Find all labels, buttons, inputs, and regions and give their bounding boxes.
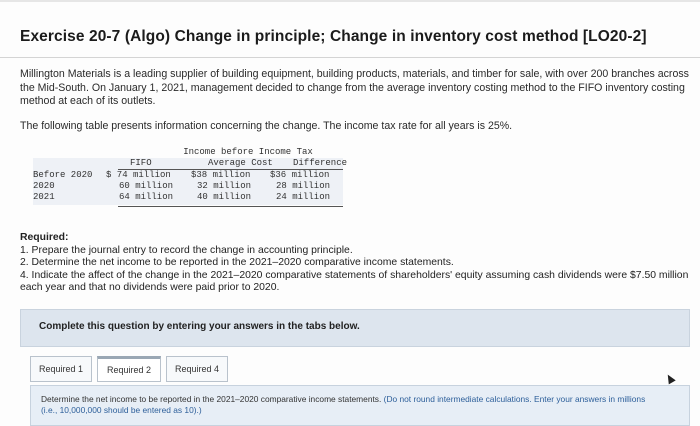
row-label: 2020 [33, 181, 55, 191]
table-header-row [118, 158, 348, 170]
required-heading: Required: [20, 232, 69, 243]
tax-rate-statement: The following table presents information concerning the change. The income tax rate for all years is 25%. [20, 120, 513, 132]
required-item-1: 1. Prepare the journal entry to record the change in accounting principle. [20, 244, 353, 256]
cell-fifo: 60 million [119, 181, 174, 191]
tab-panel-required-2 [30, 385, 690, 426]
row-label: Before 2020 [33, 170, 93, 180]
table-row [33, 192, 343, 203]
instructions-text: Complete this question by entering your answers in the tabs below. [39, 321, 360, 332]
exercise-intro: Millington Materials is a leading supplier of building equipment, building products, materials, and timber for sale, with over 200 branches across the Mid-South. On January 1, 2021, management decided to change from the average inventory costing method to the FIFO inventory costing method at each of its outlets. [20, 68, 689, 107]
cell-fifo: 64 million [119, 192, 174, 202]
panel-instructions [41, 394, 661, 415]
cell-fifo: $ 74 million [106, 170, 171, 180]
required-item-4: 4. Indicate the affect of the change in the 2021–2020 comparative statements of shareholders' equity assuming cash dividends were $7.50 million each year and that no dividends were paid prior to 2020. [20, 269, 689, 294]
cell-difference: 28 million [276, 181, 331, 191]
table-row [33, 170, 343, 181]
column-header-average-cost: Average Cost [208, 158, 273, 168]
cell-difference: $36 million [270, 170, 330, 180]
tab-required-1[interactable]: Required 1 [30, 356, 92, 382]
cell-average-cost: 32 million [197, 181, 252, 191]
instructions-bar [20, 309, 690, 347]
required-section [20, 232, 695, 295]
cell-difference: 24 million [276, 192, 331, 202]
income-table [33, 147, 348, 207]
table-row [33, 181, 343, 192]
mouse-cursor-icon [664, 373, 675, 385]
cell-average-cost: $38 million [191, 170, 251, 180]
cell-average-cost: 40 million [197, 192, 252, 202]
column-header-difference: Difference [293, 158, 348, 168]
tab-required-2[interactable]: Required 2 [97, 356, 161, 382]
tab-required-4[interactable]: Required 4 [166, 356, 228, 382]
column-header-fifo: FIFO [130, 158, 152, 168]
panel-message: Determine the net income to be reported in the 2021–2020 comparative income statements. [41, 394, 382, 404]
title-divider [0, 57, 700, 58]
table-bottom-rule [118, 203, 343, 207]
row-label: 2021 [33, 192, 55, 202]
panel-note: (Do not round intermediate calculations. Enter your answers in millions (i.e., 10,000,000 should be entered as 10).) [41, 394, 646, 415]
required-item-2: 2. Determine the net income to be reported in the 2021–2020 comparative income statements. [20, 257, 454, 269]
table-group-header: Income before Income Tax [183, 147, 313, 157]
exercise-title: Exercise 20-7 (Algo) Change in principle; Change in inventory cost method [LO20-2] [20, 28, 647, 45]
top-rule [0, 0, 700, 2]
